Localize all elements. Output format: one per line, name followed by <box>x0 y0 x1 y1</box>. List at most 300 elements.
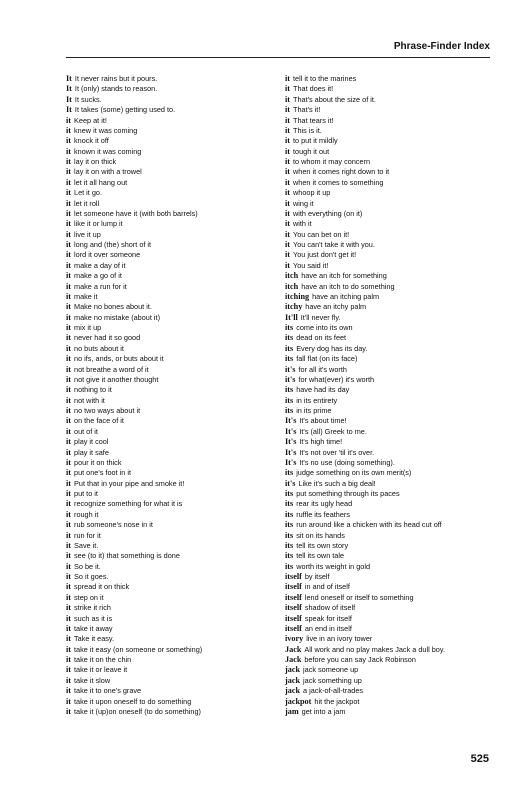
entry-keyword: it <box>285 74 291 83</box>
entry-keyword: It <box>66 105 72 115</box>
entry-phrase: step on it <box>74 592 104 602</box>
entry-phrase: have had its day <box>296 385 350 395</box>
index-entry <box>285 230 500 240</box>
entry-phrase: pour it on thick <box>74 457 122 467</box>
entry-phrase: dead on its feet <box>296 333 347 343</box>
entry-phrase: You said it! <box>293 260 329 270</box>
entry-phrase: with it <box>293 219 312 229</box>
entry-phrase: come into its own <box>296 323 353 332</box>
entry-keyword: it <box>66 281 72 291</box>
entry-phrase: make a go of it <box>74 271 122 281</box>
entry-phrase: never had it so good <box>74 333 141 343</box>
index-entry <box>66 240 281 250</box>
entry-phrase: nothing to it <box>74 385 112 395</box>
page-number: 525 <box>470 753 489 765</box>
index-column-right <box>285 74 500 717</box>
entry-keyword: itching <box>285 291 310 301</box>
index-entry <box>66 562 281 572</box>
index-entry <box>66 188 281 198</box>
entry-keyword: it <box>66 291 72 301</box>
index-entry <box>285 572 500 582</box>
entry-phrase: take it (up)on oneself (to do something) <box>74 706 201 716</box>
index-entry <box>66 634 281 644</box>
index-entry <box>285 406 500 416</box>
entry-keyword: it <box>66 229 72 239</box>
entry-keyword: It <box>66 94 72 104</box>
entry-keyword: it <box>285 125 291 135</box>
entry-phrase: lend oneself or itself to something <box>304 592 414 602</box>
entry-keyword: it <box>66 623 72 633</box>
entry-phrase: not with it <box>74 395 105 405</box>
entry-phrase: have an itchy palm <box>305 302 367 312</box>
entry-phrase: live in an ivory tower <box>306 634 373 644</box>
running-head: Phrase-Finder Index <box>393 41 490 52</box>
entry-phrase: Make no bones about it. <box>74 302 152 312</box>
entry-keyword: it <box>66 696 72 706</box>
index-entry <box>285 593 500 603</box>
entry-keyword: it <box>285 115 291 125</box>
entry-phrase: worth its weight in gold <box>296 561 371 571</box>
entry-phrase: make it <box>74 291 98 301</box>
index-entry <box>66 84 281 94</box>
entry-keyword: it <box>66 167 72 177</box>
entry-keyword: its <box>285 530 294 540</box>
entry-phrase: It'll never fly. <box>300 312 341 322</box>
entry-phrase: on the face of it <box>74 416 124 426</box>
entry-keyword: itchy <box>285 302 303 312</box>
index-entry <box>66 199 281 209</box>
index-entry <box>285 676 500 686</box>
entry-phrase: That's about the size of it. <box>293 94 376 104</box>
entry-keyword: it <box>285 167 291 177</box>
entry-keyword: it's <box>285 374 296 384</box>
index-entry <box>285 448 500 458</box>
entry-keyword: it <box>66 489 72 498</box>
entry-keyword: It's <box>285 426 297 436</box>
entry-phrase: jack someone up <box>303 665 359 675</box>
entry-phrase: tell its own story <box>296 540 349 550</box>
index-entry <box>66 603 281 613</box>
entry-keyword: it <box>285 260 291 270</box>
index-entry <box>285 333 500 343</box>
index-entry <box>66 614 281 624</box>
entry-phrase: take it away <box>74 623 113 633</box>
entry-phrase: let it roll <box>74 198 100 208</box>
entry-keyword: it <box>66 675 72 685</box>
index-entry <box>285 271 500 281</box>
index-entry <box>66 593 281 603</box>
entry-phrase: such as it is <box>74 613 113 623</box>
entry-phrase: get into a jam <box>301 706 346 716</box>
entry-phrase: You can't take it with you. <box>293 240 375 249</box>
entry-keyword: it <box>66 686 72 696</box>
entry-phrase: judge something on its own merit(s) <box>296 468 412 478</box>
entry-phrase: have an itch to do something <box>301 281 395 291</box>
index-entry <box>66 136 281 146</box>
entry-keyword: it <box>66 520 72 530</box>
entry-phrase: make a day of it <box>74 260 126 270</box>
index-entry <box>285 84 500 94</box>
index-entry <box>285 520 500 530</box>
entry-keyword: it <box>66 157 72 166</box>
entry-keyword: it <box>66 655 72 664</box>
entry-keyword: itch <box>285 281 299 291</box>
index-entry <box>66 665 281 675</box>
entry-phrase: out of it <box>74 426 98 436</box>
entry-keyword: its <box>285 509 294 519</box>
entry-keyword: its <box>285 343 294 353</box>
entry-phrase: It's not over 'til it's over. <box>299 447 375 457</box>
entry-phrase: fall flat (on its face) <box>296 354 358 364</box>
entry-phrase: to whom it may concern <box>293 157 371 166</box>
entry-phrase: You can bet on it! <box>293 229 350 239</box>
entry-phrase: It sucks. <box>74 94 102 104</box>
entry-keyword: it <box>66 136 72 146</box>
index-entry <box>66 250 281 260</box>
index-entry <box>285 489 500 499</box>
entry-keyword: it <box>66 437 72 447</box>
entry-keyword: it <box>66 260 72 270</box>
index-entry <box>66 416 281 426</box>
entry-keyword: its <box>285 551 294 561</box>
entry-keyword: it <box>66 478 72 488</box>
entry-phrase: run for it <box>74 530 101 540</box>
entry-keyword: it <box>66 530 72 540</box>
entry-phrase: run around like a chicken with its head cut off <box>296 520 442 530</box>
index-entry <box>285 209 500 219</box>
index-entry <box>66 541 281 551</box>
entry-phrase: have an itch for something <box>301 271 387 281</box>
index-entry <box>66 157 281 167</box>
index-entry <box>66 510 281 520</box>
entry-keyword: it <box>66 457 72 467</box>
entry-phrase: before you can say Jack Robinson <box>304 655 416 664</box>
index-entry <box>66 178 281 188</box>
entry-keyword: itself <box>285 613 302 623</box>
index-entry <box>285 510 500 520</box>
entry-phrase: for what(ever) it's worth <box>298 374 375 384</box>
entry-keyword: it <box>66 572 72 581</box>
entry-phrase: tell it to the marines <box>293 74 357 83</box>
entry-keyword: It's <box>285 447 297 457</box>
entry-keyword: it <box>66 468 72 478</box>
entry-phrase: Like it's such a big deal! <box>298 478 376 488</box>
index-entry <box>66 531 281 541</box>
entry-phrase: not give it another thought <box>74 374 159 384</box>
index-entry <box>285 199 500 209</box>
index-entry <box>66 655 281 665</box>
index-entry <box>285 541 500 551</box>
entry-phrase: put one's foot in it <box>74 468 131 478</box>
entry-keyword: it <box>66 177 72 187</box>
entry-phrase: by itself <box>304 572 330 581</box>
entry-keyword: its <box>285 354 294 364</box>
index-entry <box>66 427 281 437</box>
entry-phrase: rear its ugly head <box>296 499 353 509</box>
index-entry <box>285 686 500 696</box>
index-entry <box>285 416 500 426</box>
entry-phrase: Take it easy. <box>74 634 115 644</box>
entry-phrase: no two ways about it <box>74 406 141 415</box>
entry-phrase: long and (the) short of it <box>74 240 152 249</box>
entry-phrase: in its entirety <box>296 395 338 405</box>
entry-phrase: take it upon oneself to do something <box>74 696 192 706</box>
index-entry <box>66 95 281 105</box>
entry-phrase: All work and no play makes Jack a dull boy. <box>304 644 445 654</box>
entry-phrase: no ifs, ands, or buts about it <box>74 354 164 364</box>
entry-keyword: its <box>285 468 294 478</box>
entry-phrase: like it or lump it <box>74 219 123 229</box>
entry-keyword: it <box>66 302 72 312</box>
index-entry <box>66 365 281 375</box>
entry-keyword: It <box>66 84 72 94</box>
index-entry <box>285 655 500 665</box>
entry-phrase: You just don't get it! <box>293 250 357 260</box>
index-entry <box>66 344 281 354</box>
entry-keyword: it <box>66 374 72 384</box>
entry-keyword: it <box>285 157 291 166</box>
index-entry <box>66 645 281 655</box>
entry-phrase: see (to it) that something is done <box>74 551 180 561</box>
entry-keyword: itch <box>285 271 299 281</box>
index-entry <box>285 603 500 613</box>
entry-keyword: it <box>66 665 72 675</box>
entry-phrase: knew it was coming <box>74 125 138 135</box>
index-entry <box>285 261 500 271</box>
entry-phrase: Every dog has its day. <box>296 343 368 353</box>
index-entry <box>285 531 500 541</box>
entry-keyword: it <box>66 364 72 374</box>
index-entry <box>66 219 281 229</box>
entry-phrase: So be it. <box>74 561 101 571</box>
entry-phrase: play it safe <box>74 447 109 457</box>
entry-phrase: make a run for it <box>74 281 127 291</box>
entry-phrase: sit on its hands <box>296 530 345 540</box>
index-entry <box>285 665 500 675</box>
entry-phrase: no buts about it <box>74 343 124 353</box>
index-entry <box>285 375 500 385</box>
entry-keyword: it <box>285 240 291 249</box>
entry-keyword: it <box>285 146 291 156</box>
index-entry <box>66 572 281 582</box>
entry-phrase: So it goes. <box>74 572 109 581</box>
entry-phrase: to put it mildly <box>293 136 338 146</box>
entry-keyword: it <box>285 136 291 146</box>
index-entry <box>66 209 281 219</box>
entry-phrase: That tears it! <box>293 115 334 125</box>
index-entry <box>66 676 281 686</box>
index-entry <box>285 250 500 260</box>
entry-phrase: That does it! <box>293 84 334 94</box>
index-entry <box>66 489 281 499</box>
index-entry <box>285 178 500 188</box>
entry-keyword: it <box>66 219 72 229</box>
entry-phrase: make no mistake (about it) <box>74 312 160 322</box>
index-entry <box>66 292 281 302</box>
entry-phrase: for all it's worth <box>298 364 347 374</box>
index-entry <box>285 551 500 561</box>
entry-keyword: it <box>285 229 291 239</box>
index-entry <box>66 385 281 395</box>
index-entry <box>66 520 281 530</box>
header-rule <box>66 57 490 58</box>
entry-keyword: it <box>66 198 72 208</box>
entry-keyword: it <box>285 94 291 104</box>
entry-keyword: it <box>66 644 72 654</box>
entry-keyword: it <box>66 613 72 623</box>
entry-keyword: it <box>66 540 72 550</box>
entry-keyword: it <box>66 499 72 509</box>
entry-keyword: jam <box>285 706 299 716</box>
index-entry <box>66 147 281 157</box>
index-entry <box>66 458 281 468</box>
entry-phrase: take it slow <box>74 675 111 685</box>
entry-keyword: itself <box>285 592 302 602</box>
entry-keyword: it <box>66 406 72 415</box>
entry-keyword: it <box>285 188 291 198</box>
entry-phrase: It's (all) Greek to me. <box>299 426 367 436</box>
entry-phrase: not breathe a word of it <box>74 364 149 374</box>
index-entry <box>66 499 281 509</box>
index-entry <box>66 323 281 333</box>
entry-keyword: its <box>285 499 294 509</box>
entry-keyword: it <box>66 551 72 561</box>
entry-phrase: tough it out <box>293 146 330 156</box>
entry-keyword: it <box>66 447 72 457</box>
index-entry <box>285 167 500 177</box>
entry-phrase: mix it up <box>74 323 102 332</box>
entry-keyword: It's <box>285 437 297 447</box>
entry-keyword: it <box>285 84 291 94</box>
entry-phrase: take it on the chin <box>74 655 132 664</box>
entry-keyword: It's <box>285 457 297 467</box>
index-entry <box>66 551 281 561</box>
index-entry <box>285 385 500 395</box>
index-entry <box>285 282 500 292</box>
index-entry <box>285 437 500 447</box>
index-entry <box>66 624 281 634</box>
entry-phrase: a jack-of-all-trades <box>303 686 364 696</box>
entry-phrase: take it easy (on someone or something) <box>74 644 203 654</box>
entry-keyword: it <box>66 582 72 592</box>
entry-keyword: it <box>66 323 72 332</box>
entry-phrase: rough it <box>74 509 99 519</box>
entry-phrase: strike it rich <box>74 603 111 613</box>
entry-phrase: let someone have it (with both barrels) <box>74 208 198 218</box>
entry-phrase: have an itching palm <box>312 291 380 301</box>
index-entry <box>66 448 281 458</box>
index-entry <box>66 707 281 717</box>
entry-phrase: take it or leave it <box>74 665 128 675</box>
entry-phrase: jack something up <box>303 675 362 685</box>
index-entry <box>285 126 500 136</box>
index-entry <box>66 479 281 489</box>
index-entry <box>66 126 281 136</box>
entry-keyword: it <box>66 509 72 519</box>
index-entry <box>285 354 500 364</box>
index-entry <box>285 468 500 478</box>
index-entry <box>285 240 500 250</box>
entry-keyword: jack <box>285 675 301 685</box>
entry-phrase: wing it <box>293 198 314 208</box>
entry-phrase: Let it go. <box>74 188 103 198</box>
index-entry <box>285 479 500 489</box>
entry-phrase: when it comes right down to it <box>293 167 390 177</box>
entry-keyword: itself <box>285 603 302 613</box>
index-entry <box>66 271 281 281</box>
entry-phrase: spread it on thick <box>74 582 130 592</box>
entry-phrase: Save it. <box>74 540 99 550</box>
entry-keyword: it <box>66 312 72 322</box>
entry-keyword: ivory <box>285 634 304 644</box>
index-entry <box>285 427 500 437</box>
entry-keyword: it <box>66 354 72 364</box>
index-entry <box>66 406 281 416</box>
entry-keyword: It'll <box>285 312 298 322</box>
index-entry <box>285 697 500 707</box>
entry-phrase: It's about time! <box>299 416 347 426</box>
index-entry <box>285 562 500 572</box>
index-entry <box>285 582 500 592</box>
index-entry <box>285 188 500 198</box>
index-entry <box>285 313 500 323</box>
entry-keyword: it <box>66 240 72 249</box>
entry-keyword: Jack <box>285 655 302 664</box>
index-entry <box>285 157 500 167</box>
entry-keyword: it <box>66 561 72 571</box>
entry-phrase: whoop it up <box>293 188 331 198</box>
index-entry <box>285 344 500 354</box>
entry-keyword: it <box>66 146 72 156</box>
index-entry <box>66 354 281 364</box>
entry-keyword: Jack <box>285 644 302 654</box>
index-entry <box>285 396 500 406</box>
index-entry <box>285 458 500 468</box>
entry-phrase: live it up <box>74 229 101 239</box>
entry-phrase: speak for itself <box>304 613 352 623</box>
entry-keyword: itself <box>285 572 302 581</box>
entry-keyword: it <box>285 250 291 260</box>
index-entry <box>66 74 281 84</box>
index-entry <box>285 147 500 157</box>
entry-keyword: its <box>285 323 294 332</box>
index-entry <box>66 105 281 115</box>
entry-keyword: it <box>285 177 291 187</box>
index-entry <box>66 396 281 406</box>
index-entry <box>66 437 281 447</box>
entry-keyword: jack <box>285 665 301 675</box>
entry-phrase: Put that in your pipe and smoke it! <box>74 478 185 488</box>
entry-phrase: recognize something for what it is <box>74 499 183 509</box>
index-entry <box>66 302 281 312</box>
entry-phrase: put something through its paces <box>296 489 400 498</box>
entry-keyword: its <box>285 540 294 550</box>
entry-keyword: it <box>66 333 72 343</box>
entry-phrase: This is it. <box>293 125 322 135</box>
entry-phrase: ruffle its feathers <box>296 509 350 519</box>
entry-phrase: Keep at it! <box>74 115 107 125</box>
index-entry <box>285 634 500 644</box>
entry-keyword: jackpot <box>285 696 312 706</box>
entry-keyword: it <box>66 271 72 281</box>
entry-phrase: when it comes to something <box>293 177 384 187</box>
entry-phrase: tell its own tale <box>296 551 345 561</box>
entry-keyword: it <box>285 219 291 229</box>
index-entry <box>285 365 500 375</box>
entry-keyword: it <box>66 603 72 613</box>
entry-keyword: It's <box>285 416 297 426</box>
index-column-left <box>66 74 281 717</box>
